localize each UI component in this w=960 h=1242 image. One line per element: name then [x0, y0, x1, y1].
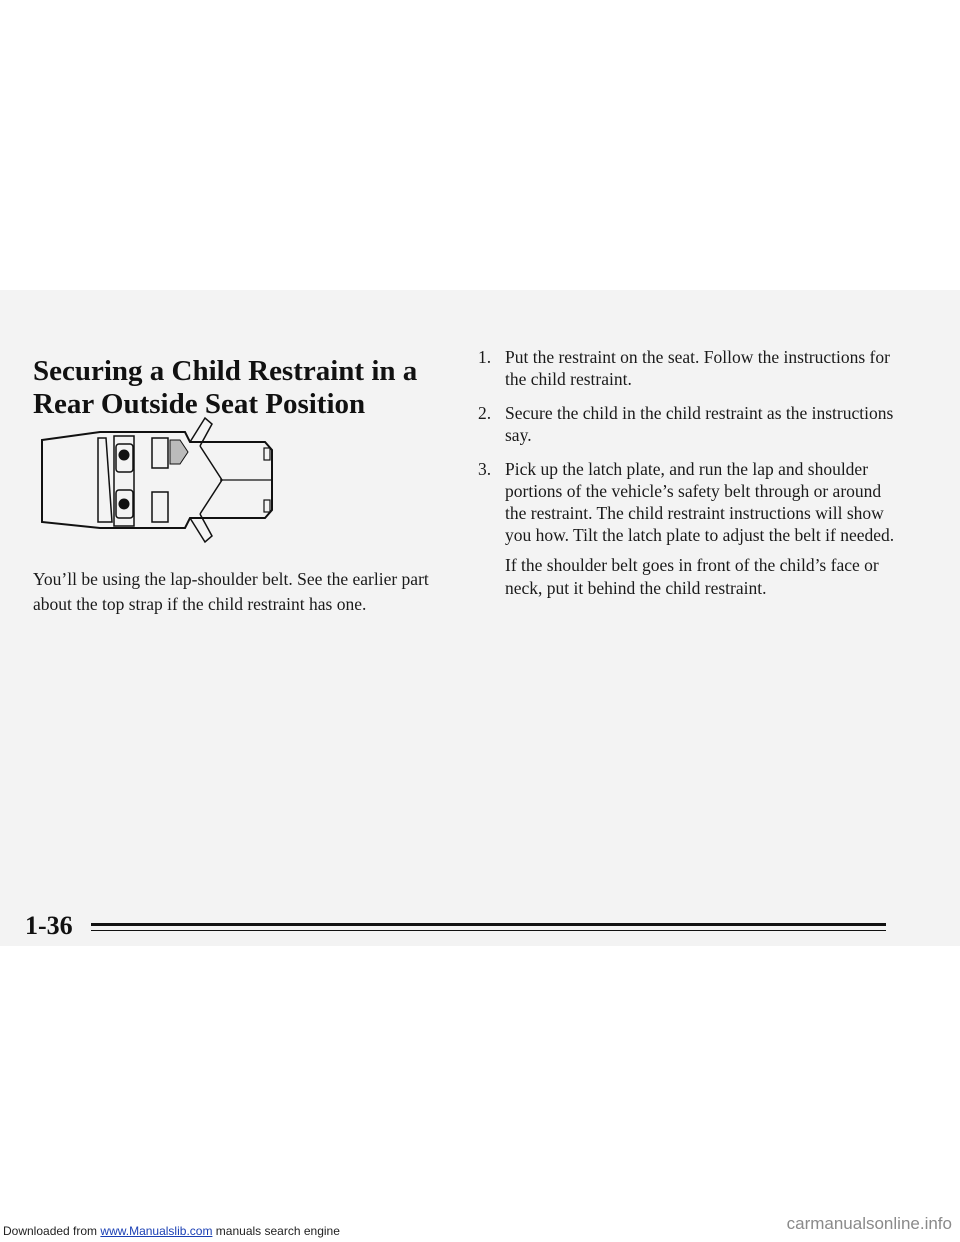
watermark-text: carmanualsonline.info [786, 1214, 952, 1233]
note-text: If the shoulder belt goes in front of the child’s face or neck, put it behind the child restraint. [505, 555, 879, 598]
steps-list [478, 346, 898, 558]
footer-rule-thin [91, 930, 886, 931]
step-text: Secure the child in the child restraint as the instructions say. [505, 403, 894, 445]
step-number: 2. [478, 403, 492, 423]
footer-prefix: Downloaded from [3, 1224, 98, 1238]
step-number: 1. [478, 347, 492, 367]
download-footer [3, 1224, 340, 1238]
list-item [478, 458, 898, 546]
step-text: Put the restraint on the seat. Follow the instructions for the child restraint. [505, 347, 890, 389]
section-heading: Securing a Child Restraint in a Rear Outside Seat Position [33, 355, 418, 420]
footer-suffix: manuals search engine [215, 1224, 340, 1238]
list-item [478, 346, 898, 390]
footer-rule [91, 923, 886, 926]
step-number: 3. [478, 459, 492, 479]
step-text: Pick up the latch plate, and run the lap and shoulder portions of the vehicle’s safety belt through or around the restraint. The child restraint instructions will show you how. Tilt the latch plate to adjust the belt if needed. [505, 459, 895, 545]
intro-text: You’ll be using the lap-shoulder belt. See the earlier part about the top strap if the child restraint has one. [33, 569, 429, 614]
car-seating-diagram [40, 410, 290, 550]
manualslib-link[interactable]: www.Manualslib.com [100, 1224, 213, 1238]
list-item [478, 402, 898, 446]
page-number: 1-36 [25, 911, 73, 940]
